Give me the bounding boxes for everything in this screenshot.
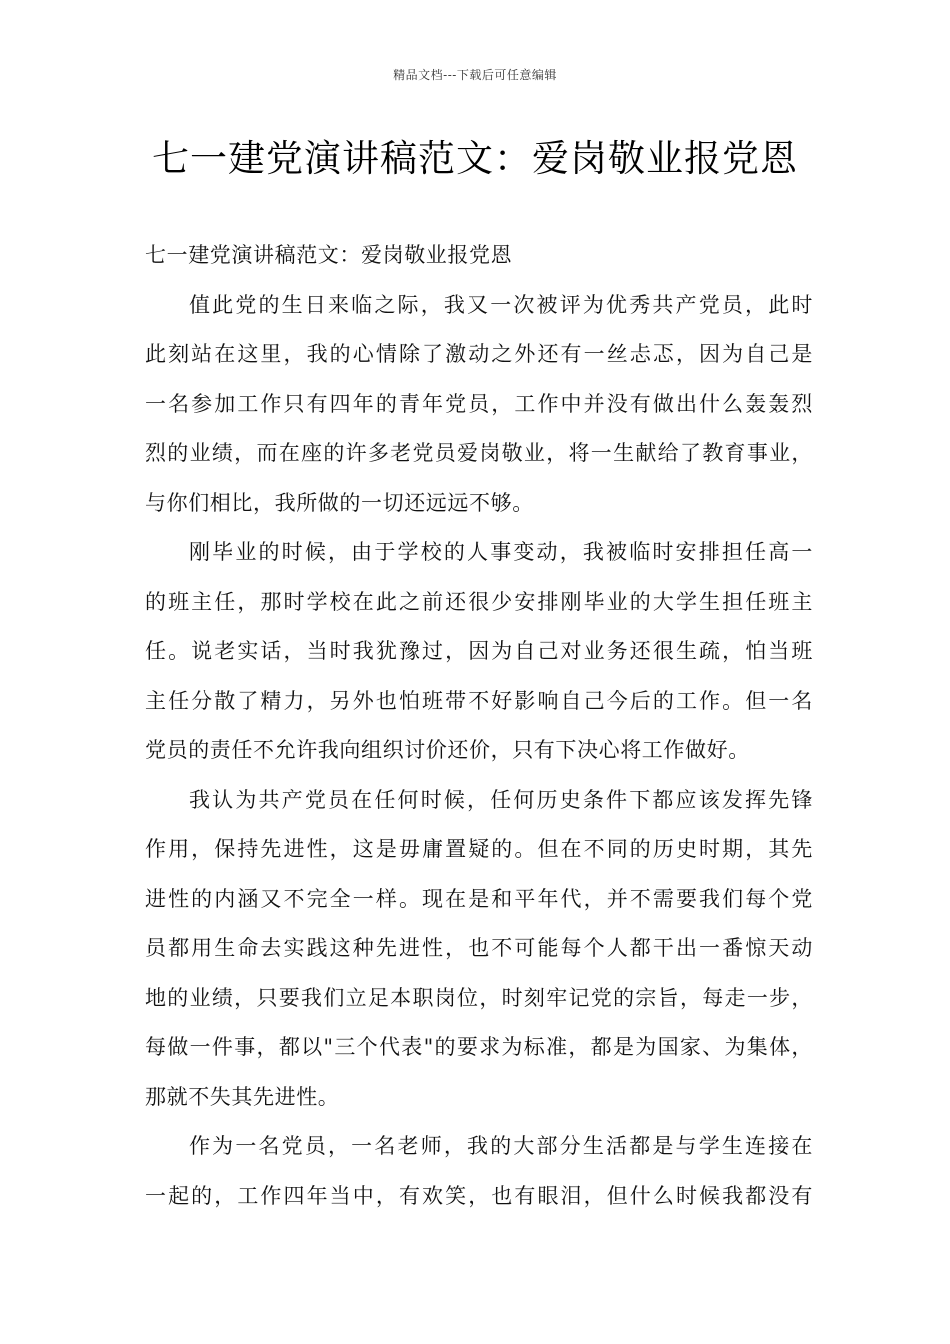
body-text-line: 与你们相比，我所做的一切还远远不够。 (145, 490, 534, 515)
document-body (145, 231, 813, 1221)
body-text-line: 那就不失其先进性。 (145, 1084, 340, 1109)
body-text-line: 刚毕业的时候，由于学校的人事变动，我被临时安排担任高一 (189, 540, 813, 564)
body-text-line: 每做一件事，都以"三个代表"的要求为标准，都是为国家、为集体， (145, 1035, 813, 1059)
body-text-line: 此刻站在这里，我的心情除了激动之外还有一丝忐忑，因为自己是 (145, 342, 813, 366)
body-text-line: 进性的内涵又不完全一样。现在是和平年代，并不需要我们每个党 (145, 886, 813, 911)
header-note: 精品文档---下载后可任意编辑 (393, 68, 557, 82)
body-text-line: 一名参加工作只有四年的青年党员，工作中并没有做出什么轰轰烈 (145, 391, 813, 416)
subtitle-line: 七一建党演讲稿范文：爱岗敬业报党恩 (145, 243, 513, 267)
body-text-line: 烈的业绩，而在座的许多老党员爱岗敬业，将一生献给了教育事业， (145, 441, 813, 465)
body-text-line: 任。说老实话，当时我犹豫过，因为自己对业务还很生疏，怕当班 (145, 639, 813, 663)
body-text-line: 我认为共产党员在任何时候，任何历史条件下都应该发挥先锋 (189, 787, 813, 812)
body-text-line: 一起的，工作四年当中，有欢笑，也有眼泪，但什么时候我都没有 (145, 1183, 813, 1208)
body-text-line: 的班主任，那时学校在此之前还很少安排刚毕业的大学生担任班主 (145, 589, 813, 614)
body-text-line: 主任分散了精力，另外也怕班带不好影响自己今后的工作。但一名 (145, 688, 813, 713)
page-title: 七一建党演讲稿范文：爱岗敬业报党恩 (152, 137, 798, 180)
body-text-line: 值此党的生日来临之际，我又一次被评为优秀共产党员，此时 (189, 292, 813, 317)
body-text-line: 党员的责任不允许我向组织讨价还价，只有下决心将工作做好。 (145, 738, 750, 762)
body-text-line: 地的业绩，只要我们立足本职岗位，时刻牢记党的宗旨，每走一步， (145, 985, 813, 1010)
body-text-line: 作为一名党员，一名老师，我的大部分生活都是与学生连接在 (189, 1134, 813, 1158)
body-text-line: 作用，保持先进性，这是毋庸置疑的。但在不同的历史时期，其先 (145, 837, 813, 861)
body-text-line: 员都用生命去实践这种先进性，也不可能每个人都干出一番惊天动 (145, 936, 813, 960)
